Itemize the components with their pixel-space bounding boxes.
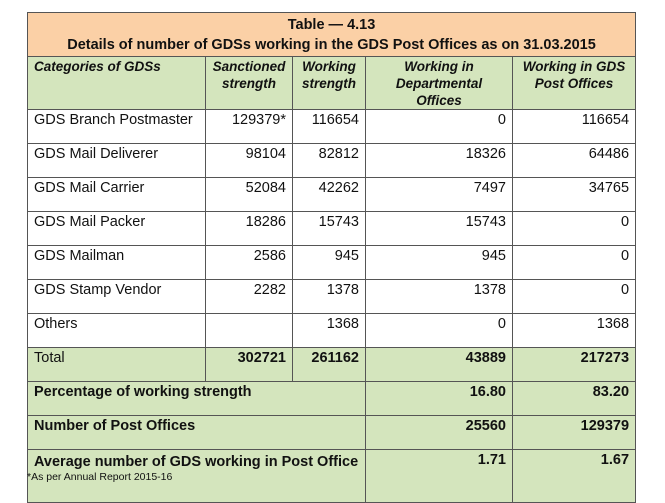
cell-sanctioned: 18286 <box>206 212 293 246</box>
cell-working: 116654 <box>293 110 366 144</box>
cell-category: GDS Branch Postmaster <box>28 110 206 144</box>
col-header-working: Working strength <box>293 57 366 110</box>
cell-category: GDS Mailman <box>28 246 206 280</box>
cell-sanctioned <box>206 314 293 348</box>
col-header-departmental: Working in Departmental Offices <box>366 57 513 110</box>
table-row <box>28 178 636 212</box>
summary-gds-po: 129379 <box>513 416 636 450</box>
summary-departmental: 1.71 <box>366 450 513 503</box>
total-sanctioned: 302721 <box>206 348 293 382</box>
cell-category: Others <box>28 314 206 348</box>
cell-working: 1368 <box>293 314 366 348</box>
table-row <box>28 212 636 246</box>
summary-departmental: 25560 <box>366 416 513 450</box>
cell-gds-po: 0 <box>513 212 636 246</box>
summary-row-post-offices <box>28 416 636 450</box>
cell-sanctioned: 98104 <box>206 144 293 178</box>
cell-gds-po: 116654 <box>513 110 636 144</box>
cell-working: 82812 <box>293 144 366 178</box>
cell-category: GDS Stamp Vendor <box>28 280 206 314</box>
total-departmental: 43889 <box>366 348 513 382</box>
cell-gds-po: 64486 <box>513 144 636 178</box>
cell-working: 945 <box>293 246 366 280</box>
cell-departmental: 7497 <box>366 178 513 212</box>
summary-departmental: 16.80 <box>366 382 513 416</box>
cell-sanctioned: 52084 <box>206 178 293 212</box>
cell-gds-po: 34765 <box>513 178 636 212</box>
table-title: Table — 4.13 <box>287 16 376 33</box>
cell-gds-po: 0 <box>513 280 636 314</box>
summary-label: Number of Post Offices <box>28 416 366 450</box>
table-row <box>28 110 636 144</box>
col-header-sanctioned: Sanctioned strength <box>206 57 293 110</box>
gds-table <box>27 12 636 503</box>
cell-gds-po: 0 <box>513 246 636 280</box>
cell-sanctioned: 129379* <box>206 110 293 144</box>
table-row <box>28 280 636 314</box>
table-subtitle: Details of number of GDSs working in the GDS Post Offices as on 31.03.2015 <box>67 36 596 53</box>
col-header-category: Categories of GDSs <box>28 57 206 110</box>
header-row <box>28 57 636 110</box>
cell-departmental: 18326 <box>366 144 513 178</box>
summary-label: Percentage of working strength <box>28 382 366 416</box>
cell-sanctioned: 2282 <box>206 280 293 314</box>
total-working: 261162 <box>293 348 366 382</box>
table-title-cell <box>28 13 636 57</box>
cell-sanctioned: 2586 <box>206 246 293 280</box>
col-header-gds-po: Working in GDS Post Offices <box>513 57 636 110</box>
total-label: Total <box>28 348 206 382</box>
cell-departmental: 0 <box>366 314 513 348</box>
summary-label: Average number of GDS working in Post Office <box>28 450 366 503</box>
cell-working: 1378 <box>293 280 366 314</box>
footnote: *As per Annual Report 2015-16 <box>27 471 173 483</box>
table-title-row <box>28 13 636 57</box>
total-gds-po: 217273 <box>513 348 636 382</box>
cell-category: GDS Mail Packer <box>28 212 206 246</box>
table-row <box>28 314 636 348</box>
cell-working: 15743 <box>293 212 366 246</box>
cell-category: GDS Mail Deliverer <box>28 144 206 178</box>
summary-gds-po: 83.20 <box>513 382 636 416</box>
cell-departmental: 1378 <box>366 280 513 314</box>
cell-departmental: 15743 <box>366 212 513 246</box>
table-row <box>28 144 636 178</box>
cell-gds-po: 1368 <box>513 314 636 348</box>
summary-row-percentage <box>28 382 636 416</box>
total-row <box>28 348 636 382</box>
cell-category: GDS Mail Carrier <box>28 178 206 212</box>
cell-departmental: 945 <box>366 246 513 280</box>
cell-departmental: 0 <box>366 110 513 144</box>
summary-gds-po: 1.67 <box>513 450 636 503</box>
table-row <box>28 246 636 280</box>
cell-working: 42262 <box>293 178 366 212</box>
